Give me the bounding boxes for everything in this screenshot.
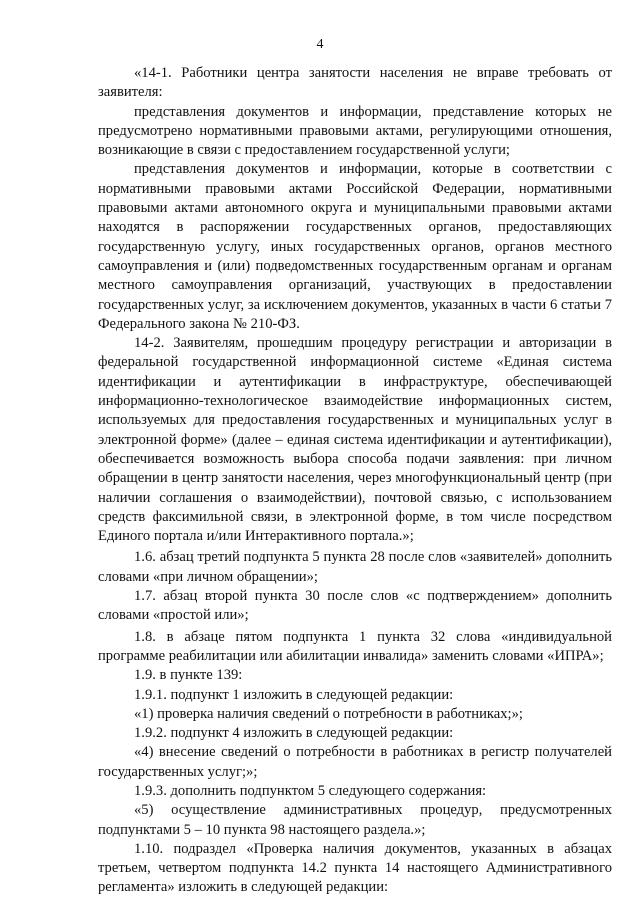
paragraph-1-9-1-text: «1) проверка наличия сведений о потребности в работниках;»;: [134, 705, 523, 722]
paragraph-14-1-item-2: представления документов и информации, которые в соответствии с нормативными правовыми актами Российской Федерации, нормативными правовыми актами автономного округа и муниципальными правовыми актами находятся в распоряжении государственных органов, предоставляющих государственную услугу, иных государственных органов, органов местного самоуправления и (или) подведомственных государственным органам и органам местного самоуправления организаций, участвующих в предоставлении государственных услуг, за исключением документов, указанных в части 6 статьи 7 Федерального закона № 210-ФЗ.: [98, 161, 612, 332]
paragraph-14-2: 14-2. Заявителям, прошедшим процедуру регистрации и авторизации в федеральной государственной информационной системе «Единая система идентификации и аутентификации в инфраструктуре, обеспечивающей информационно-технологическое взаимодействие информационных систем, используемых для предоставления государственных и муниципальных услуг в электронной форме» (далее – единая система идентификации и аутентификации), обеспечивается возможность выбора способа подачи заявления: при личном обращении в центр занятости населения, через многофункциональный центр (при наличии соглашения о взаимодействии), почтовой связью, с использованием средств факсимильной связи, в электронной форме, в том числе посредством Единого портала и/или Интерактивного портала.»;: [98, 335, 612, 545]
paragraph-1-10: 1.10. подраздел «Проверка наличия документов, указанных в абзацах третьем, четвертом подпункта 14.2 пункта 14 настоящего Административного регламента» изложить в следующей редакции:: [98, 840, 612, 896]
paragraph-14-1-item-1: представления документов и информации, представление которых не предусмотрено нормативными правовыми актами, регулирующими отношения, возникающие в связи с предоставлением государственной услуги;: [98, 103, 612, 159]
page-number: 4: [316, 37, 324, 52]
paragraph-1-9-3-text: «5) осуществление административных процедур, предусмотренных подпунктами 5 – 10 пункта 98 настоящего раздела.»;: [98, 802, 612, 838]
paragraph-1-9-1: 1.9.1. подпункт 1 изложить в следующей редакции:: [134, 686, 454, 703]
paragraph-1-9-2: 1.9.2. подпункт 4 изложить в следующей редакции:: [134, 725, 454, 742]
paragraph-1-8: 1.8. в абзаце пятом подпункта 1 пункта 32 слова «индивидуальной программе реабилитации или абилитации инвалида» заменить словами «ИПРА»;: [98, 628, 612, 664]
paragraph-1-9-2-text: «4) внесение сведений о потребности в работниках в регистр получателей государственных услуг;»;: [98, 744, 612, 780]
paragraph-1-9-3: 1.9.3. дополнить подпунктом 5 следующего содержания:: [134, 782, 487, 799]
paragraph-14-1-intro: «14-1. Работники центра занятости населения не вправе требовать от заявителя:: [98, 65, 612, 101]
document-body: [98, 64, 612, 898]
paragraph-1-9: 1.9. в пункте 139:: [134, 667, 243, 684]
paragraph-1-7: 1.7. абзац второй пункта 30 после слов «с подтверждением» дополнить словами «простой или»;: [98, 588, 612, 624]
paragraph-1-6: 1.6. абзац третий подпункта 5 пункта 28 после слов «заявителей» дополнить словами «при личном обращении»;: [98, 549, 612, 585]
